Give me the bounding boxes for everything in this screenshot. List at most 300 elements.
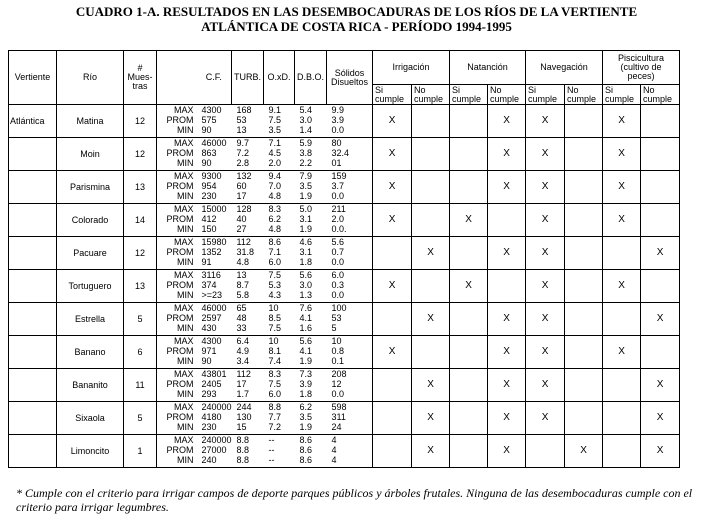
turb-value: 1.7 <box>236 389 250 399</box>
compliance-mark-cell <box>373 435 412 468</box>
turb-cell <box>232 237 264 270</box>
turb-value: 27 <box>236 224 247 234</box>
stat-labels-cell <box>157 336 197 369</box>
header-cf: C.F. <box>197 51 232 105</box>
dbo-value: 1.9 <box>299 356 313 366</box>
solidos-value: 0.0 <box>331 389 345 399</box>
oxd-value: 5.3 <box>268 280 282 290</box>
compliance-mark-cell <box>526 171 565 204</box>
solidos-value: 0.3 <box>331 280 345 290</box>
dbo-value: 3.5 <box>299 412 313 422</box>
muestras-count: 5 <box>137 413 143 423</box>
subheader-si: Si cumple <box>373 85 412 105</box>
subheader-si: Si cumple <box>526 85 565 105</box>
muestras-cell <box>124 303 157 336</box>
oxd-value: 8.3 <box>268 369 282 379</box>
cf-cell <box>197 369 232 402</box>
solidos-value: 311 <box>331 412 346 422</box>
compliance-mark: X <box>427 247 434 258</box>
dbo-value: 1.8 <box>299 257 313 267</box>
turb-value: 112 <box>236 369 251 379</box>
compliance-mark: X <box>656 445 664 456</box>
compliance-mark-cell <box>450 336 488 369</box>
solidos-value: 6.0 <box>331 270 345 280</box>
turb-cell <box>232 270 264 303</box>
results-table <box>8 50 680 468</box>
compliance-mark-cell <box>450 369 488 402</box>
compliance-mark-cell <box>641 435 680 468</box>
solidos-value: 3.9 <box>331 115 345 125</box>
compliance-mark-cell <box>526 237 565 270</box>
compliance-mark-cell <box>373 204 412 237</box>
river-name: Colorado <box>71 215 109 225</box>
compliance-mark-cell <box>412 270 450 303</box>
turb-value: 128 <box>236 204 252 214</box>
vertiente-cell <box>9 303 57 336</box>
muestras-count: 11 <box>135 380 145 390</box>
compliance-mark-cell <box>565 270 603 303</box>
compliance-mark-cell <box>373 171 412 204</box>
turb-value: 4.9 <box>236 346 250 356</box>
compliance-mark-cell <box>488 303 526 336</box>
compliance-mark-cell <box>565 138 603 171</box>
compliance-mark-cell <box>565 204 603 237</box>
subheader-no: No cumple <box>412 85 450 105</box>
compliance-mark-cell <box>603 369 641 402</box>
table-row <box>9 303 680 336</box>
turb-value: 8.8 <box>236 435 250 445</box>
subheader-no: No cumple <box>488 85 526 105</box>
compliance-mark: X <box>618 280 625 291</box>
oxd-value: 4.8 <box>268 224 282 234</box>
oxd-cell <box>264 138 295 171</box>
table-row <box>9 369 680 402</box>
compliance-mark-cell <box>450 270 488 303</box>
turb-value: 8.7 <box>236 280 250 290</box>
table-row <box>9 402 680 435</box>
river-name: Tortuguero <box>68 281 112 291</box>
compliance-mark: X <box>503 247 510 258</box>
compliance-mark-cell <box>488 204 526 237</box>
compliance-mark-cell <box>488 138 526 171</box>
muestras-count: 6 <box>137 347 143 357</box>
cf-value: 575 <box>201 115 217 125</box>
compliance-mark-cell <box>565 105 603 138</box>
oxd-cell <box>264 270 295 303</box>
header-muestras: # Mues- tras <box>124 51 157 105</box>
solidos-value: 80 <box>331 138 342 148</box>
solidos-cell <box>327 204 373 237</box>
turb-cell <box>232 105 264 138</box>
header-stat <box>157 51 197 105</box>
oxd-value: 3.5 <box>268 125 282 135</box>
cf-cell <box>197 105 232 138</box>
river-name-cell <box>57 303 124 336</box>
turb-value: 7.2 <box>236 148 250 158</box>
oxd-cell <box>264 336 295 369</box>
oxd-value: 7.5 <box>268 270 282 280</box>
stat-label: MAX <box>173 435 194 445</box>
solidos-value: 0.0. <box>331 224 347 234</box>
turb-value: 48 <box>236 313 247 323</box>
compliance-mark-cell <box>373 237 412 270</box>
compliance-mark-cell <box>526 402 565 435</box>
stat-label: PROM <box>166 445 194 455</box>
cf-value: 971 <box>201 346 217 356</box>
cf-value: 412 <box>201 214 217 224</box>
stat-label: MIN <box>177 125 194 135</box>
muestras-count: 13 <box>134 281 145 291</box>
solidos-value: 208 <box>331 369 347 379</box>
table-row <box>9 435 680 468</box>
dbo-value: 7.6 <box>299 303 313 313</box>
solidos-cell <box>327 270 373 303</box>
table-row <box>9 237 680 270</box>
oxd-value: 7.1 <box>268 138 282 148</box>
compliance-mark: X <box>427 445 434 456</box>
stat-labels-cell <box>157 435 197 468</box>
compliance-mark: X <box>656 412 664 423</box>
vertiente-cell <box>9 336 57 369</box>
compliance-mark-cell <box>603 237 641 270</box>
stat-label: PROM <box>166 181 194 191</box>
compliance-mark: X <box>427 412 434 423</box>
table-title <box>0 4 713 34</box>
compliance-mark: X <box>541 379 549 390</box>
stat-label: PROM <box>166 214 194 224</box>
header-oxd: O.xD. <box>264 51 295 105</box>
compliance-mark: X <box>465 280 472 291</box>
river-name: Moin <box>80 149 100 159</box>
cf-value: 230 <box>201 422 217 432</box>
turb-value: 4.8 <box>236 257 250 267</box>
muestras-count: 12 <box>134 149 145 159</box>
header-rio: Río <box>57 51 124 105</box>
cf-cell <box>197 270 232 303</box>
oxd-cell <box>264 303 295 336</box>
turb-value: 53 <box>236 115 247 125</box>
compliance-mark-cell <box>450 138 488 171</box>
compliance-mark: X <box>503 148 510 159</box>
turb-value: 33 <box>236 323 247 333</box>
oxd-value: 8.5 <box>268 313 282 323</box>
turb-value: 31.8 <box>236 247 255 257</box>
turb-value: 5.8 <box>236 290 250 300</box>
oxd-value: 2.0 <box>268 158 282 168</box>
dbo-value: 1.3 <box>299 290 313 300</box>
compliance-mark: X <box>388 214 396 225</box>
oxd-cell <box>264 369 295 402</box>
turb-cell <box>232 369 264 402</box>
cf-cell <box>197 336 232 369</box>
compliance-mark-cell <box>565 171 603 204</box>
compliance-mark-cell <box>526 435 565 468</box>
title-line-1: CUADRO 1-A. RESULTADOS EN LAS DESEMBOCADURAS DE LOS RÍOS DE LA VERTIENTE <box>75 4 638 19</box>
cf-value: 1352 <box>201 247 222 257</box>
compliance-mark-cell <box>565 303 603 336</box>
solidos-value: 4 <box>331 445 337 455</box>
river-name: Bananito <box>72 380 108 390</box>
river-name-cell <box>57 402 124 435</box>
dbo-value: 1.9 <box>299 191 313 201</box>
table-row <box>9 336 680 369</box>
solidos-value: 3.7 <box>331 181 345 191</box>
compliance-mark: X <box>503 313 510 324</box>
solidos-value: 9.9 <box>331 105 345 115</box>
vertiente-cell <box>9 402 57 435</box>
compliance-mark: X <box>618 214 625 225</box>
dbo-value: 5.6 <box>299 270 313 280</box>
dbo-value: 1.4 <box>299 125 313 135</box>
compliance-mark-cell <box>526 369 565 402</box>
stat-label: MAX <box>173 171 194 181</box>
stat-label: PROM <box>166 313 194 323</box>
table-row <box>9 270 680 303</box>
muestras-cell <box>124 138 157 171</box>
dbo-value: 5.9 <box>299 138 313 148</box>
oxd-value: 7.5 <box>268 323 282 333</box>
cf-value: 46000 <box>201 138 227 148</box>
stat-labels-cell <box>157 138 197 171</box>
compliance-mark-cell <box>412 369 450 402</box>
stat-label: PROM <box>166 346 194 356</box>
table-row <box>9 105 680 138</box>
oxd-cell <box>264 237 295 270</box>
cf-value: 15000 <box>201 204 227 214</box>
oxd-cell <box>264 402 295 435</box>
header-irrigacion: Irrigación <box>373 51 450 85</box>
compliance-mark-cell <box>412 105 450 138</box>
dbo-value: 1.8 <box>299 389 313 399</box>
dbo-cell <box>295 402 327 435</box>
compliance-mark-cell <box>526 336 565 369</box>
oxd-value: 10 <box>268 336 279 346</box>
dbo-cell <box>295 435 327 468</box>
dbo-value: 1.9 <box>299 224 313 234</box>
oxd-value: 7.7 <box>268 412 282 422</box>
stat-label: MIN <box>177 323 194 333</box>
solidos-value: 0.1 <box>331 356 345 366</box>
compliance-mark: X <box>656 313 664 324</box>
river-name-cell <box>57 237 124 270</box>
turb-value: 9.7 <box>236 138 250 148</box>
cf-value: 2405 <box>201 379 222 389</box>
stat-label: PROM <box>166 148 194 158</box>
compliance-mark: X <box>618 148 625 159</box>
oxd-value: 9.1 <box>268 105 282 115</box>
stat-label: PROM <box>166 280 194 290</box>
turb-value: 17 <box>236 191 247 201</box>
compliance-mark-cell <box>603 204 641 237</box>
dbo-value: 3.8 <box>299 148 313 158</box>
compliance-mark-cell <box>488 402 526 435</box>
compliance-mark-cell <box>641 237 680 270</box>
subheader-si: Si cumple <box>603 85 641 105</box>
compliance-mark-cell <box>412 336 450 369</box>
compliance-mark-cell <box>488 237 526 270</box>
river-name: Estrella <box>74 314 105 324</box>
dbo-cell <box>295 303 327 336</box>
compliance-mark-cell <box>373 369 412 402</box>
turb-cell <box>232 336 264 369</box>
stat-label: MIN <box>177 455 194 465</box>
solidos-value: 0.0 <box>331 191 345 201</box>
compliance-mark-cell <box>641 369 680 402</box>
stat-label: MAX <box>173 402 194 412</box>
turb-cell <box>232 204 264 237</box>
compliance-mark-cell <box>603 402 641 435</box>
stat-label: MAX <box>173 303 194 313</box>
compliance-mark: X <box>503 412 510 423</box>
vertiente-cell <box>9 105 57 138</box>
cf-value: 3116 <box>201 270 221 280</box>
cf-cell <box>197 171 232 204</box>
stat-label: MAX <box>173 138 194 148</box>
compliance-mark-cell <box>412 171 450 204</box>
cf-value: 293 <box>201 389 217 399</box>
cf-value: 9300 <box>201 171 222 181</box>
turb-value: 130 <box>236 412 252 422</box>
compliance-mark-cell <box>565 237 603 270</box>
compliance-mark-cell <box>565 369 603 402</box>
dbo-value: 1.9 <box>299 422 313 432</box>
vertiente-cell <box>9 171 57 204</box>
oxd-value: 8.6 <box>268 237 282 247</box>
dbo-value: 8.6 <box>299 455 313 465</box>
solidos-value: 12 <box>331 379 342 389</box>
turb-value: 132 <box>236 171 252 181</box>
compliance-mark-cell <box>603 171 641 204</box>
muestras-cell <box>124 336 157 369</box>
solidos-value: 24 <box>331 422 342 432</box>
compliance-mark: X <box>618 115 625 126</box>
compliance-mark: X <box>388 148 396 159</box>
muestras-count: 14 <box>134 215 145 225</box>
stat-labels-cell <box>157 270 197 303</box>
compliance-mark: X <box>388 346 396 357</box>
turb-value: 168 <box>236 105 252 115</box>
oxd-value: 8.3 <box>268 204 282 214</box>
compliance-mark: X <box>618 181 625 192</box>
stat-label: MAX <box>173 105 194 115</box>
cf-cell <box>197 435 232 468</box>
compliance-mark-cell <box>641 402 680 435</box>
cf-value: 15980 <box>201 237 227 247</box>
turb-value: 15 <box>236 422 247 432</box>
dbo-value: 8.6 <box>299 435 313 445</box>
cf-value: 4300 <box>201 336 222 346</box>
solidos-cell <box>327 105 373 138</box>
oxd-value: 7.5 <box>268 379 282 389</box>
compliance-mark: X <box>503 445 510 456</box>
solidos-value: 32.4 <box>331 148 350 158</box>
turb-value: 244 <box>236 402 252 412</box>
oxd-value: -- <box>268 435 275 445</box>
dbo-value: 4.1 <box>299 313 313 323</box>
oxd-value: 4.3 <box>268 290 282 300</box>
river-name-cell <box>57 270 124 303</box>
footnote: * Cumple con el criterio para irrigar campos de deporte parques públicos y árboles frutales. Ninguna de las desembocaduras cumple con el criterio para irrigar legumbres. <box>16 486 693 514</box>
compliance-mark-cell <box>412 237 450 270</box>
compliance-mark-cell <box>488 105 526 138</box>
cf-value: 240000 <box>201 435 232 445</box>
muestras-count: 12 <box>134 116 145 126</box>
stat-label: MAX <box>173 204 194 214</box>
dbo-cell <box>295 237 327 270</box>
dbo-cell <box>295 369 327 402</box>
oxd-value: 4.8 <box>268 191 282 201</box>
stat-label: MIN <box>177 257 194 267</box>
compliance-mark-cell <box>450 435 488 468</box>
stat-labels-cell <box>157 171 197 204</box>
compliance-mark: X <box>503 379 510 390</box>
compliance-mark-cell <box>450 171 488 204</box>
title-line-2: ATLÁNTICA DE COSTA RICA - PERÍODO 1994-1995 <box>201 19 512 34</box>
dbo-value: 3.0 <box>299 115 313 125</box>
stat-label: MIN <box>177 191 194 201</box>
compliance-mark-cell <box>526 105 565 138</box>
compliance-mark: X <box>388 115 396 126</box>
compliance-mark-cell <box>526 303 565 336</box>
dbo-value: 1.6 <box>299 323 313 333</box>
compliance-mark-cell <box>450 402 488 435</box>
compliance-mark-cell <box>603 270 641 303</box>
compliance-mark: X <box>427 313 434 324</box>
compliance-mark: X <box>503 181 510 192</box>
muestras-cell <box>124 402 157 435</box>
solidos-value: 0.0 <box>331 125 345 135</box>
muestras-count: 13 <box>134 182 145 192</box>
muestras-count: 12 <box>134 248 145 258</box>
header-piscicultura: Piscicultura (cultivo de peces) <box>603 51 680 85</box>
dbo-value: 5.6 <box>299 336 313 346</box>
stat-label: MIN <box>177 224 194 234</box>
compliance-mark-cell <box>373 402 412 435</box>
solidos-value: 01 <box>331 158 342 168</box>
muestras-count: 5 <box>137 314 143 324</box>
river-name: Sixaola <box>75 413 105 423</box>
header-dbo: D.B.O. <box>295 51 327 105</box>
river-name-cell <box>57 171 124 204</box>
solidos-value: 0.7 <box>331 247 345 257</box>
header-navegacion: Navegación <box>526 51 603 85</box>
stat-labels-cell <box>157 402 197 435</box>
river-name-cell <box>57 336 124 369</box>
compliance-mark: X <box>388 181 396 192</box>
compliance-mark-cell <box>412 402 450 435</box>
cf-value: 46000 <box>201 303 227 313</box>
compliance-mark: X <box>541 115 549 126</box>
oxd-value: 7.1 <box>268 247 282 257</box>
river-name: Parismina <box>69 182 110 192</box>
compliance-mark-cell <box>565 435 603 468</box>
solidos-cell <box>327 369 373 402</box>
compliance-mark-cell <box>488 171 526 204</box>
compliance-mark-cell <box>565 402 603 435</box>
compliance-mark-cell <box>412 204 450 237</box>
vertiente-cell <box>9 270 57 303</box>
compliance-mark: X <box>541 313 549 324</box>
turb-cell <box>232 402 264 435</box>
cf-value: 150 <box>201 224 217 234</box>
stat-labels-cell <box>157 369 197 402</box>
subheader-no: No cumple <box>565 85 603 105</box>
solidos-value: 2.0 <box>331 214 345 224</box>
compliance-mark-cell <box>488 435 526 468</box>
vertiente-cell <box>9 435 57 468</box>
cf-value: 2597 <box>201 313 222 323</box>
solidos-value: 4 <box>331 455 337 465</box>
